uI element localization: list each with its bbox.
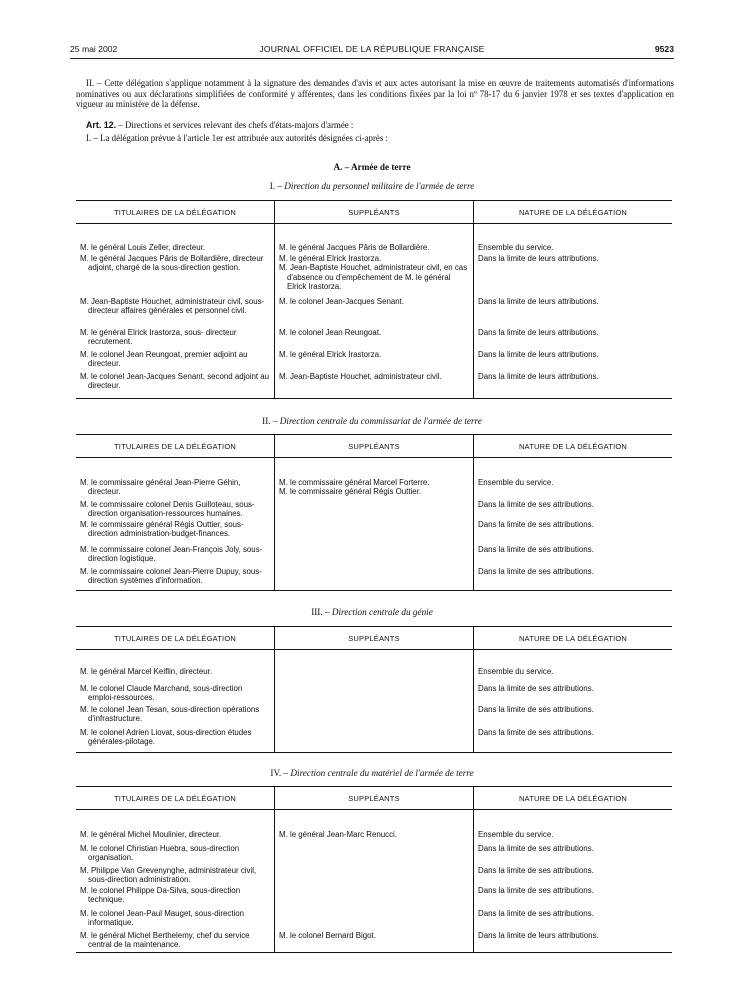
suppleant-cell xyxy=(275,830,474,844)
titulaire-cell xyxy=(76,684,275,705)
cell-text: M. le général Jacques Pâris de Bollardière. xyxy=(279,243,430,252)
cell-text: M. le commissaire général Jean-Pierre Géhin, directeur. xyxy=(80,478,241,497)
table-row xyxy=(76,684,672,705)
header-page-number: 9523 xyxy=(654,44,674,54)
article-12 xyxy=(86,120,674,131)
suppleant-cell xyxy=(275,328,474,350)
cell-text: Dans la limite de ses attributions. xyxy=(478,844,594,853)
delegation-table xyxy=(76,200,672,399)
cell-text: M. le colonel Christian Huebra, sous-direction organisation. xyxy=(80,844,240,863)
cell-text: M. le colonel Jean-Jacques Senant. xyxy=(279,297,405,306)
cell-text: Ensemble du service. xyxy=(478,830,554,839)
nature-cell xyxy=(474,297,673,328)
nature-cell xyxy=(474,545,673,567)
suppleant-cell xyxy=(275,909,474,931)
spacer-cell xyxy=(275,458,474,479)
suppleant-cell xyxy=(275,667,474,684)
nature-cell xyxy=(474,350,673,372)
table-title-number: II. – xyxy=(262,416,280,426)
table-row xyxy=(76,667,672,684)
titulaire-cell xyxy=(76,297,275,328)
nature-cell xyxy=(474,478,673,500)
table-title xyxy=(70,416,674,426)
titulaire-cell xyxy=(76,830,275,844)
cell-text: M. le commissaire colonel Denis Guilloteau, sous-direction organisation-ressources humaines. xyxy=(80,500,255,519)
spacer-cell xyxy=(76,650,275,668)
nature-cell xyxy=(474,667,673,684)
nature-cell xyxy=(474,254,673,297)
cell-text: M. le colonel Jean-Paul Mauget, sous-direction informatique. xyxy=(80,909,245,928)
spacer-cell xyxy=(474,650,673,668)
suppleant-cell xyxy=(275,728,474,753)
suppleant-cell xyxy=(275,520,474,545)
nature-cell xyxy=(474,909,673,931)
column-header: NATURE DE LA DÉLÉGATION xyxy=(474,627,673,650)
table-title xyxy=(70,607,674,617)
table-title-number: I. – xyxy=(269,181,285,191)
spacer-cell xyxy=(275,650,474,668)
nature-cell xyxy=(474,328,673,350)
cell-text: Dans la limite de ses attributions. xyxy=(478,705,594,714)
table-row xyxy=(76,478,672,500)
suppleant-cell xyxy=(275,866,474,886)
suppleant-cell xyxy=(275,372,474,399)
column-header: TITULAIRES DE LA DÉLÉGATION xyxy=(76,201,275,224)
article-label: Art. 12. xyxy=(86,120,117,130)
titulaire-cell xyxy=(76,705,275,728)
cell-text: Dans la limite de ses attributions. xyxy=(478,520,594,529)
titulaire-cell xyxy=(76,728,275,753)
titulaire-cell xyxy=(76,886,275,909)
cell-text: Dans la limite de ses attributions. xyxy=(478,500,594,509)
table-row xyxy=(76,350,672,372)
nature-cell xyxy=(474,500,673,520)
cell-text: M. Jean-Baptiste Houchet, administrateur civil, en cas d'absence ou d'empêchement de M. le général Elrick Irastorza. xyxy=(279,263,468,292)
spacer-cell xyxy=(76,224,275,244)
cell-text: M. le colonel Jean Tesan, sous-direction opérations d'infrastructure. xyxy=(80,705,260,724)
spacer-cell xyxy=(474,458,673,479)
table-title-number: IV. – xyxy=(270,768,291,778)
nature-cell xyxy=(474,728,673,753)
table-row xyxy=(76,705,672,728)
table-row xyxy=(76,567,672,591)
column-header: SUPPLÉANTS xyxy=(275,201,474,224)
spacer-cell xyxy=(76,810,275,831)
cell-text: Ensemble du service. xyxy=(478,243,554,252)
cell-text: M. le colonel Adrien Liovat, sous-direction études générales-pilotage. xyxy=(80,728,252,747)
titulaire-cell xyxy=(76,567,275,591)
suppleant-cell xyxy=(275,350,474,372)
table-row xyxy=(76,931,672,953)
titulaire-cell xyxy=(76,350,275,372)
titulaire-cell xyxy=(76,478,275,500)
cell-text: Ensemble du service. xyxy=(478,478,554,487)
nature-cell xyxy=(474,567,673,591)
table-row xyxy=(76,500,672,520)
table-row xyxy=(76,328,672,350)
table-row xyxy=(76,830,672,844)
suppleant-cell xyxy=(275,886,474,909)
titulaire-cell xyxy=(76,328,275,350)
cell-text: M. le général Elrick Irastorza. xyxy=(279,254,382,263)
cell-text: M. Jean-Baptiste Houchet, administrateur civil. xyxy=(279,372,442,381)
cell-text: M. le commissaire général Régis Outtier. xyxy=(279,487,422,497)
spacer-cell xyxy=(275,224,474,244)
titulaire-cell xyxy=(76,667,275,684)
table-title-text: Direction centrale du génie xyxy=(331,607,433,617)
suppleant-cell xyxy=(275,684,474,705)
column-header: TITULAIRES DE LA DÉLÉGATION xyxy=(76,787,275,810)
column-header: NATURE DE LA DÉLÉGATION xyxy=(474,201,673,224)
table-row xyxy=(76,545,672,567)
table-row xyxy=(76,243,672,254)
cell-text: Dans la limite de leurs attributions. xyxy=(478,254,599,263)
suppleant-cell xyxy=(275,243,474,254)
page-header xyxy=(70,44,674,58)
table-row xyxy=(76,254,672,297)
cell-text: M. le général Marcel Keiflin, directeur. xyxy=(80,667,213,676)
nature-cell xyxy=(474,866,673,886)
spacer-cell xyxy=(474,224,673,244)
cell-text: Dans la limite de leurs attributions. xyxy=(478,931,599,940)
delegation-table xyxy=(76,626,672,753)
titulaire-cell xyxy=(76,520,275,545)
delegation-table xyxy=(76,786,672,953)
suppleant-cell xyxy=(275,844,474,866)
column-header: NATURE DE LA DÉLÉGATION xyxy=(474,787,673,810)
spacer-cell xyxy=(275,810,474,831)
table-row xyxy=(76,844,672,866)
cell-text: Dans la limite de ses attributions. xyxy=(478,545,594,554)
table-row xyxy=(76,520,672,545)
nature-cell xyxy=(474,684,673,705)
cell-text: M. le général Elrick Irastorza, sous- directeur recrutement. xyxy=(80,328,237,347)
titulaire-cell xyxy=(76,254,275,297)
titulaire-cell xyxy=(76,866,275,886)
table-title xyxy=(70,181,674,191)
cell-text: Dans la limite de leurs attributions. xyxy=(478,297,599,306)
titulaire-cell xyxy=(76,844,275,866)
spacer-cell xyxy=(474,810,673,831)
suppleant-cell xyxy=(275,254,474,297)
delegation-table xyxy=(76,434,672,591)
cell-text: M. le colonel Claude Marchand, sous-direction emploi-ressources. xyxy=(80,684,243,703)
nature-cell xyxy=(474,243,673,254)
article-text: – Directions et services relevant des chefs d'états-majors d'armée : xyxy=(116,120,354,130)
column-header: NATURE DE LA DÉLÉGATION xyxy=(474,435,673,458)
column-header: TITULAIRES DE LA DÉLÉGATION xyxy=(76,435,275,458)
cell-text: M. le commissaire colonel Jean-François Joly, sous-direction logistique. xyxy=(80,545,263,564)
table-title-text: Direction centrale du commissariat de l'armée de terre xyxy=(279,416,482,426)
table-row xyxy=(76,297,672,328)
table-row xyxy=(76,866,672,886)
titulaire-cell xyxy=(76,372,275,399)
cell-text: M. le commissaire général Marcel Forterre. xyxy=(279,478,430,487)
cell-text: M. le commissaire colonel Jean-Pierre Dupuy, sous-direction systèmes d'information. xyxy=(80,567,262,586)
column-header: TITULAIRES DE LA DÉLÉGATION xyxy=(76,627,275,650)
table-row xyxy=(76,372,672,399)
nature-cell xyxy=(474,844,673,866)
spacer-cell xyxy=(76,458,275,479)
suppleant-cell xyxy=(275,478,474,500)
titulaire-cell xyxy=(76,243,275,254)
cell-text: M. le colonel Jean Reungoat, premier adjoint au directeur. xyxy=(80,350,248,369)
cell-text: Dans la limite de leurs attributions. xyxy=(478,328,599,337)
titulaire-cell xyxy=(76,909,275,931)
cell-text: M. le colonel Bernard Bigot. xyxy=(279,931,376,940)
table-row xyxy=(76,886,672,909)
table-row xyxy=(76,728,672,753)
nature-cell xyxy=(474,520,673,545)
cell-text: M. le général Michel Berthelemy, chef du service central de la maintenance. xyxy=(80,931,250,950)
cell-text: M. le commissaire général Régis Outtier, sous-direction administration-budget-finances. xyxy=(80,520,244,539)
titulaire-cell xyxy=(76,931,275,953)
cell-text: M. le colonel Jean-Jacques Senant, second adjoint au directeur. xyxy=(80,372,270,391)
suppleant-cell xyxy=(275,931,474,953)
cell-text: M. le général Jacques Pâris de Bollardière, directeur adjoint, chargé de la sous-direction gestion. xyxy=(80,254,264,273)
cell-text: M. le général Louis Zeller, directeur. xyxy=(80,243,205,252)
column-header: SUPPLÉANTS xyxy=(275,627,474,650)
cell-text: M. Jean-Baptiste Houchet, administrateur civil, sous-directeur affaires générales et personnel civil. xyxy=(80,297,265,316)
cell-text: M. le colonel Philippe Da-Silva, sous-direction technique. xyxy=(80,886,241,905)
titulaire-cell xyxy=(76,545,275,567)
suppleant-cell xyxy=(275,297,474,328)
cell-text: Dans la limite de leurs attributions. xyxy=(478,350,599,359)
cell-text: Dans la limite de ses attributions. xyxy=(478,684,594,693)
cell-text: M. Philippe Van Grevenynghe, administrateur civil, sous-direction administration. xyxy=(80,866,257,885)
table-title-number: III. – xyxy=(311,607,332,617)
table-row xyxy=(76,909,672,931)
cell-text: Ensemble du service. xyxy=(478,667,554,676)
nature-cell xyxy=(474,830,673,844)
suppleant-cell xyxy=(275,545,474,567)
nature-cell xyxy=(474,372,673,399)
table-title-text: Direction du personnel militaire de l'armée de terre xyxy=(284,181,475,191)
cell-text: M. le général Michel Moulinier, directeur. xyxy=(80,830,222,839)
suppleant-cell xyxy=(275,705,474,728)
cell-text: Dans la limite de ses attributions. xyxy=(478,886,594,895)
table-title xyxy=(70,768,674,778)
cell-text: M. le colonel Jean Reungoat. xyxy=(279,328,382,337)
header-date: 25 mai 2002 xyxy=(70,44,118,54)
cell-text: Dans la limite de leurs attributions. xyxy=(478,372,599,381)
cell-text: Dans la limite de ses attributions. xyxy=(478,909,594,918)
nature-cell xyxy=(474,705,673,728)
table-title-text: Direction centrale du matériel de l'armée de terre xyxy=(290,768,474,778)
suppleant-cell xyxy=(275,500,474,520)
cell-text: Dans la limite de ses attributions. xyxy=(478,866,594,875)
intro-paragraph: II. – Cette délégation s'applique notamment à la signature des demandes d'avis et aux actes autorisant la mise en œuvre de traitements automatisés d'informations nominatives ou aux déclarations simplifiées de conformité y afférentes, dans les conditions fixées par la loi nº 78-17 du 6 janvier 1978 et ses textes d'application en vigueur au ministère de la défense. xyxy=(76,78,674,110)
header-title: JOURNAL OFFICIEL DE LA RÉPUBLIQUE FRANÇAISE xyxy=(259,44,485,54)
cell-text: M. le général Elrick Irastorza. xyxy=(279,350,382,359)
cell-text: Dans la limite de ses attributions. xyxy=(478,728,594,737)
nature-cell xyxy=(474,931,673,953)
column-header: SUPPLÉANTS xyxy=(275,787,474,810)
delegation-paragraph: I. – La délégation prévue à l'article 1er est attribuée aux autorités désignées ci-après : xyxy=(86,133,388,143)
section-a-title: A. – Armée de terre xyxy=(333,162,411,172)
column-header: SUPPLÉANTS xyxy=(275,435,474,458)
cell-text: M. le général Jean-Marc Renucci. xyxy=(279,830,397,839)
header-rule xyxy=(70,58,674,59)
titulaire-cell xyxy=(76,500,275,520)
suppleant-cell xyxy=(275,567,474,591)
nature-cell xyxy=(474,886,673,909)
cell-text: Dans la limite de ses attributions. xyxy=(478,567,594,576)
